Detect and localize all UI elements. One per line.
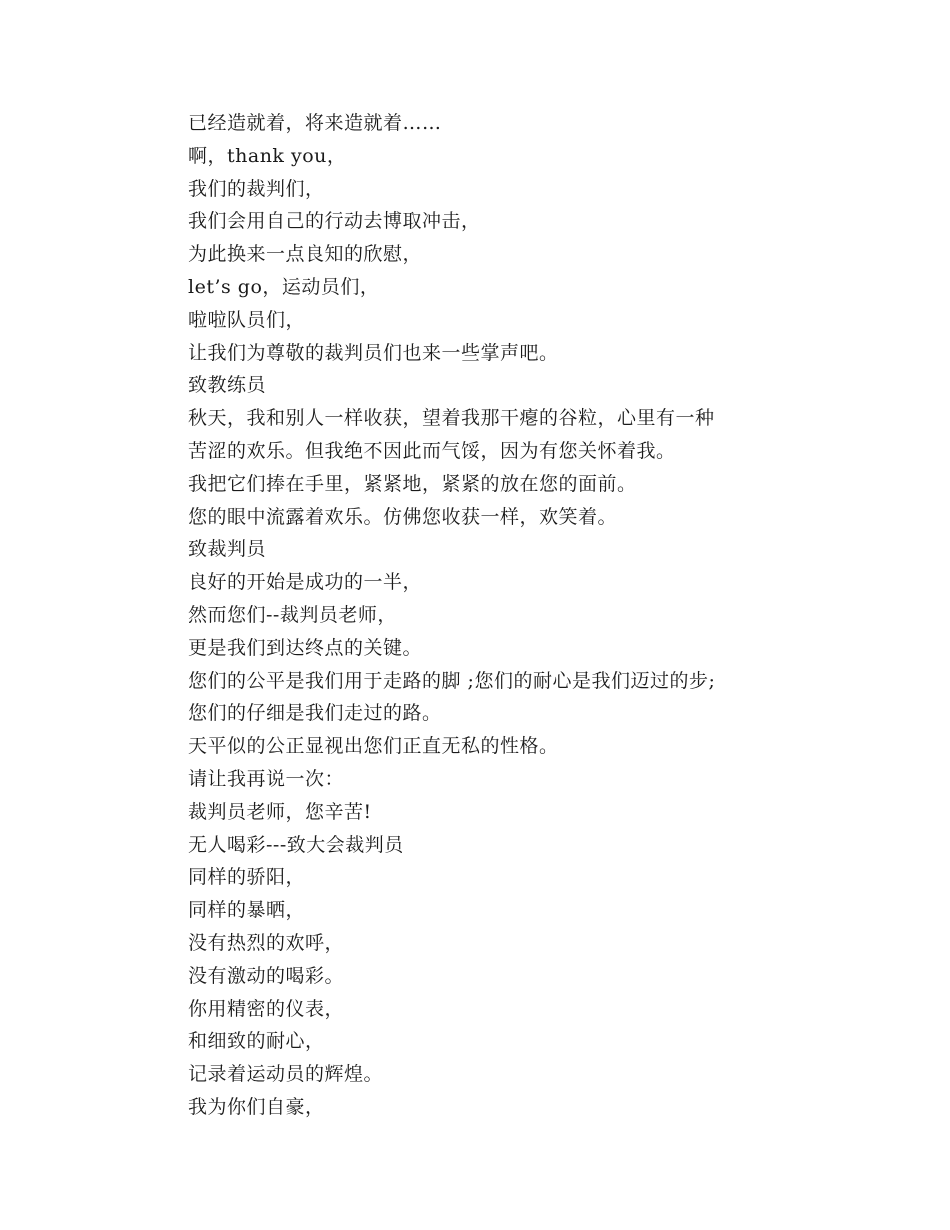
text-line: 天平似的公正显视出您们正直无私的性格。 bbox=[188, 735, 559, 758]
text-line: 裁判员老师，您辛苦! bbox=[188, 800, 372, 823]
text-line: 和细致的耐心， bbox=[188, 1030, 325, 1053]
text-line: 我把它们捧在手里，紧紧地，紧紧的放在您的面前。 bbox=[188, 472, 637, 495]
text-line: 你用精密的仪表， bbox=[188, 997, 345, 1020]
text-line: 让我们为尊敬的裁判员们也来一些掌声吧。 bbox=[188, 341, 559, 364]
text-line: 更是我们到达终点的关键。 bbox=[188, 636, 423, 659]
text-line: 为此换来一点良知的欣慰， bbox=[188, 243, 423, 266]
document-body bbox=[188, 107, 788, 1124]
text-line: 啦啦队员们， bbox=[188, 308, 306, 331]
text-line: 啊，thank you， bbox=[188, 144, 347, 167]
section-heading: 致裁判员 bbox=[188, 538, 267, 561]
text-line: 已经造就着，将来造就着…… bbox=[188, 112, 442, 134]
text-line: 我为你们自豪， bbox=[188, 1095, 325, 1118]
text-line: 苦涩的欢乐。但我绝不因此而气馁，因为有您关怀着我。 bbox=[188, 439, 676, 462]
text-line: 请让我再说一次： bbox=[188, 767, 345, 790]
text-line: 没有激动的喝彩。 bbox=[188, 964, 345, 987]
text-line: 秋天，我和别人一样收获，望着我那干瘪的谷粒，心里有一种 bbox=[188, 407, 715, 430]
text-line: 我们的裁判们， bbox=[188, 177, 325, 200]
section-heading: 致教练员 bbox=[188, 374, 267, 397]
text-line: 您们的仔细是我们走过的路。 bbox=[188, 702, 442, 725]
text-line: 没有热烈的欢呼， bbox=[188, 931, 345, 954]
text-line: 同样的骄阳， bbox=[188, 866, 306, 889]
text-line: 您们的公平是我们用于走路的脚 ;您们的耐心是我们迈过的步; bbox=[188, 669, 716, 692]
text-line: 良好的开始是成功的一半， bbox=[188, 571, 423, 594]
text-line: let’s go，运动员们， bbox=[188, 275, 380, 298]
text-line: 同样的暴晒， bbox=[188, 899, 306, 922]
text-line: 我们会用自己的行动去博取冲击， bbox=[188, 210, 481, 233]
text-line: 您的眼中流露着欢乐。仿佛您收获一样，欢笑着。 bbox=[188, 505, 618, 528]
text-line: 然而您们--裁判员老师， bbox=[188, 603, 397, 626]
section-heading: 无人喝彩---致大会裁判员 bbox=[188, 833, 404, 856]
text-line: 记录着运动员的辉煌。 bbox=[188, 1063, 384, 1086]
